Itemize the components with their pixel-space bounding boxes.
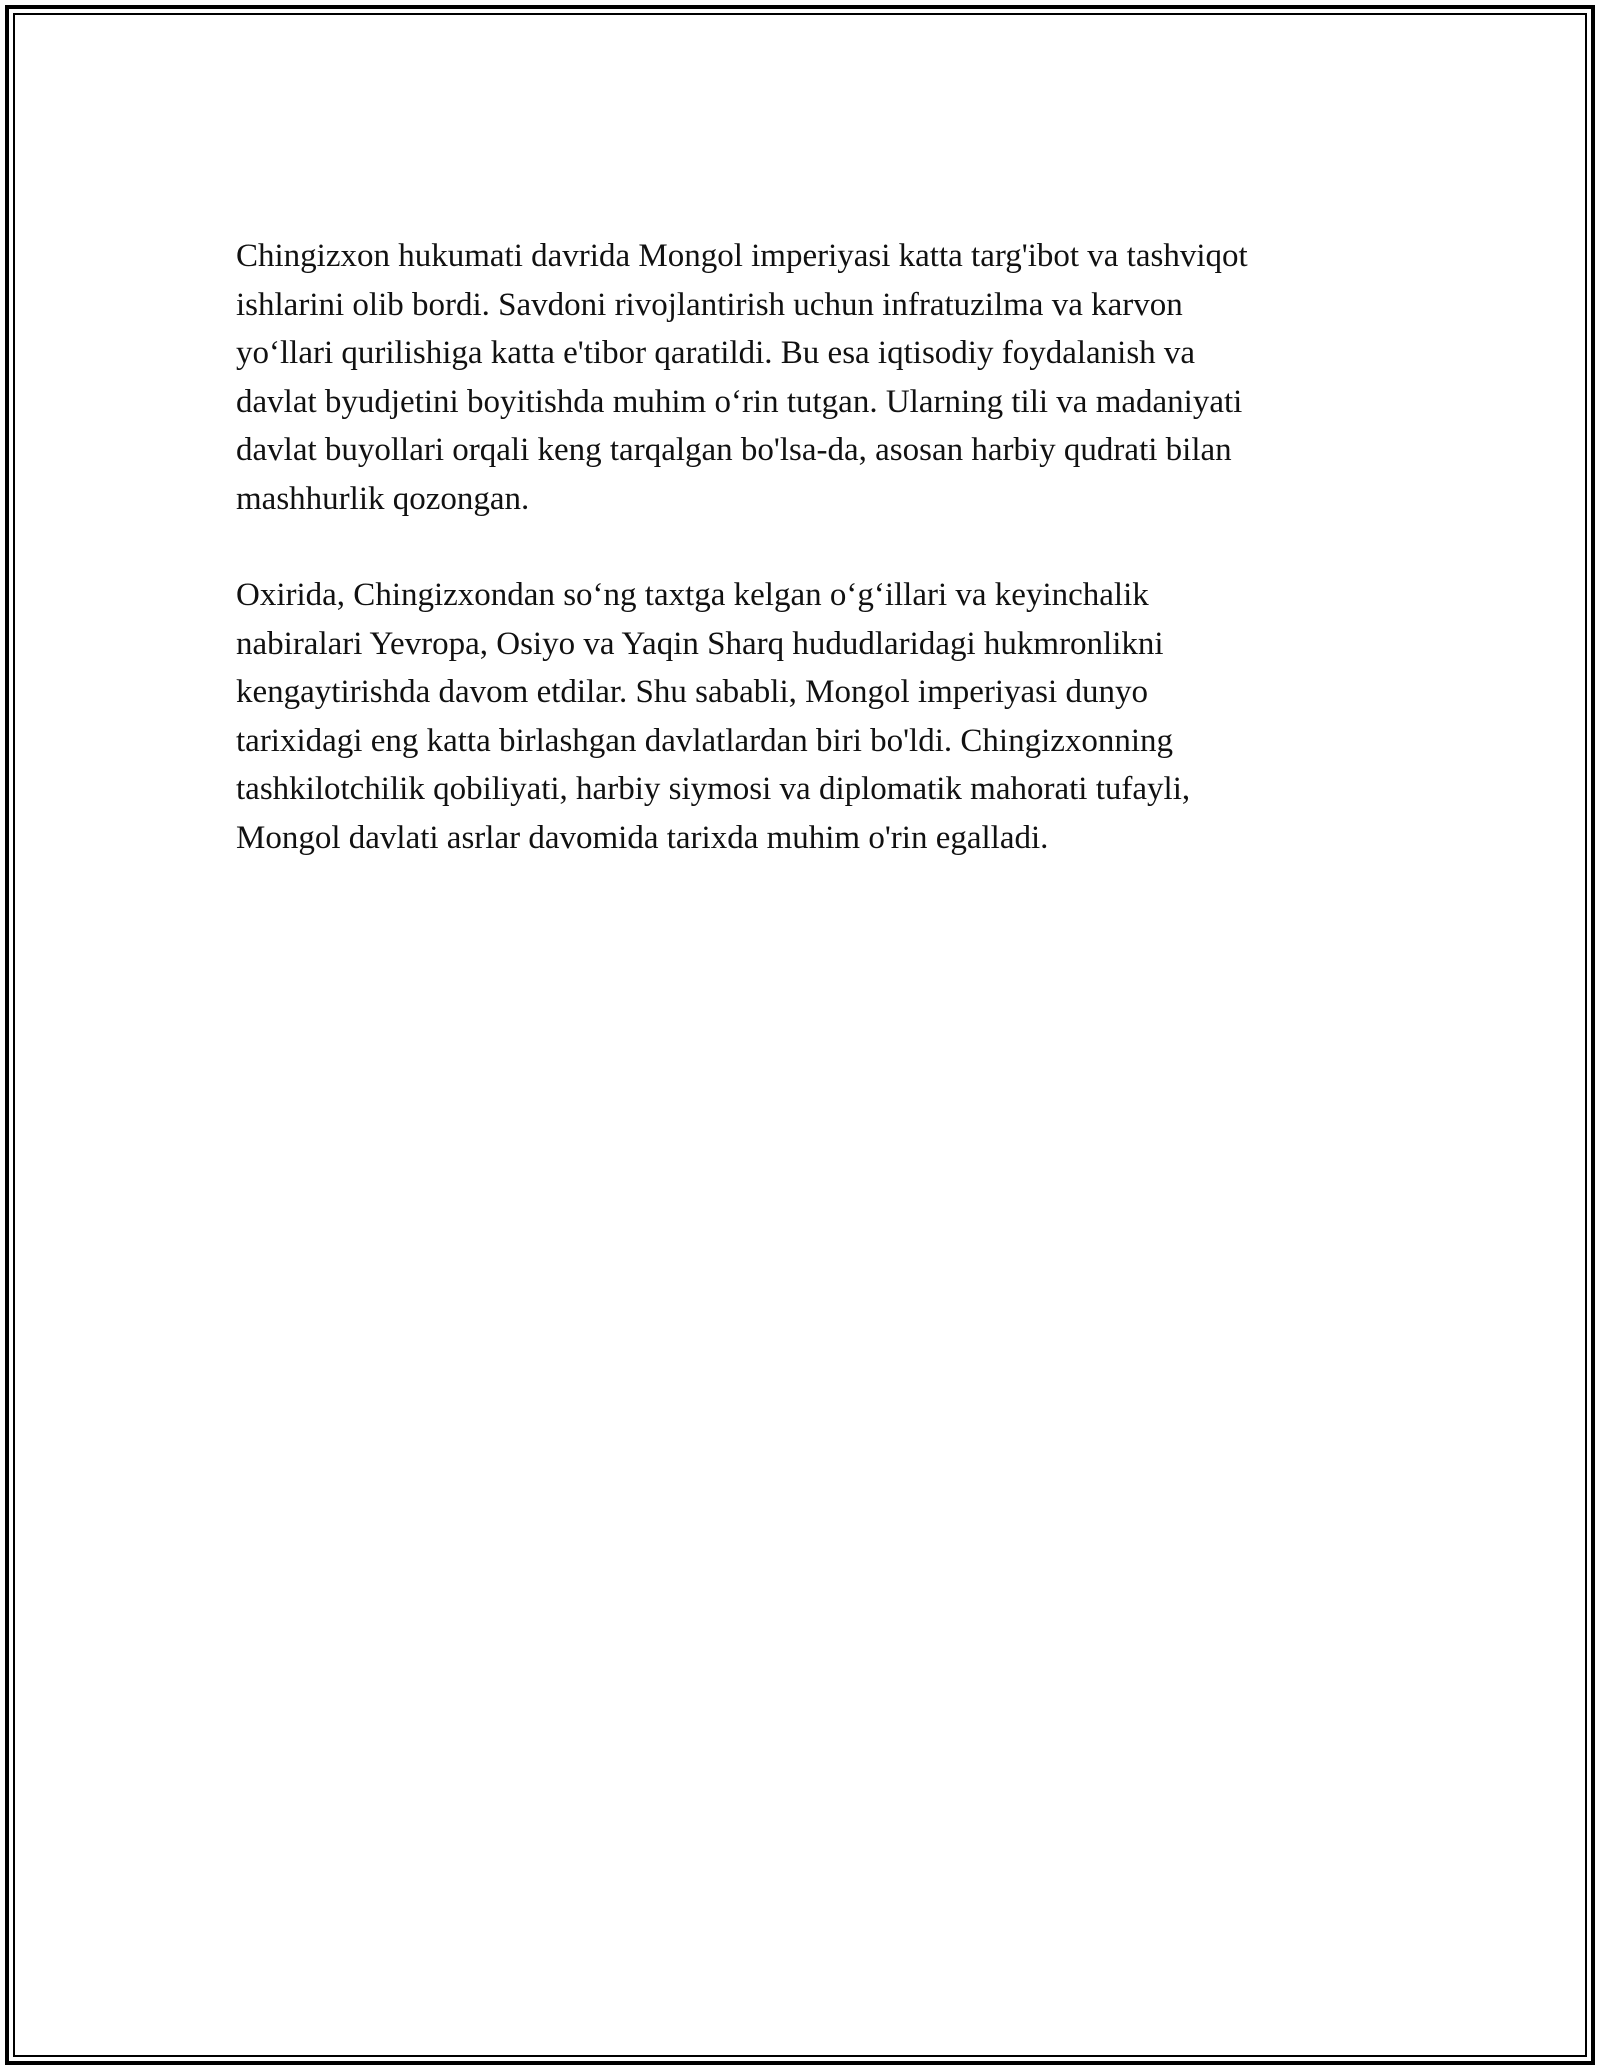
paragraph-line: Chingizxon hukumati davrida Mongol imperiyasi katta targ'ibot va tashviqot — [236, 238, 1248, 274]
paragraph-line: Oxirida, Chingizxondan so‘ng taxtga kelgan o‘g‘illari va keyinchalik — [236, 577, 1149, 613]
document-body — [236, 232, 1386, 910]
paragraph-line: nabiralari Yevropa, Osiyo va Yaqin Sharq hududlaridagi hukmronlikni — [236, 625, 1164, 662]
paragraph-line: yo‘llari qurilishiga katta e'tibor qaratildi. Bu esa iqtisodiy foydalanish va — [236, 335, 1196, 371]
paragraph-line: kengaytirishda davom etdilar. Shu sababli, Mongol imperiyasi dunyo — [236, 674, 1148, 710]
paragraph-line: mashhurlik qozongan. — [236, 480, 530, 517]
paragraph-2 — [236, 571, 1386, 862]
paragraph-line: davlat buyollari orqali keng tarqalgan bo'lsa-da, asosan harbiy qudrati bilan — [236, 432, 1232, 468]
paragraph-line: Mongol davlati asrlar davomida tarixda muhim o'rin egalladi. — [236, 819, 1049, 856]
paragraph-line: ishlarini olib bordi. Savdoni rivojlantirish uchun infratuzilma va karvon — [236, 286, 1183, 323]
paragraph-line: tarixidagi eng katta birlashgan davlatlardan biri bo'ldi. Chingizxonning — [236, 722, 1174, 759]
paragraph-1 — [236, 232, 1386, 523]
paragraph-line: davlat byudjetini boyitishda muhim o‘rin tutgan. Ularning tili va madaniyati — [236, 383, 1243, 420]
paragraph-line: tashkilotchilik qobiliyati, harbiy siymosi va diplomatik mahorati tufayli, — [236, 771, 1191, 807]
